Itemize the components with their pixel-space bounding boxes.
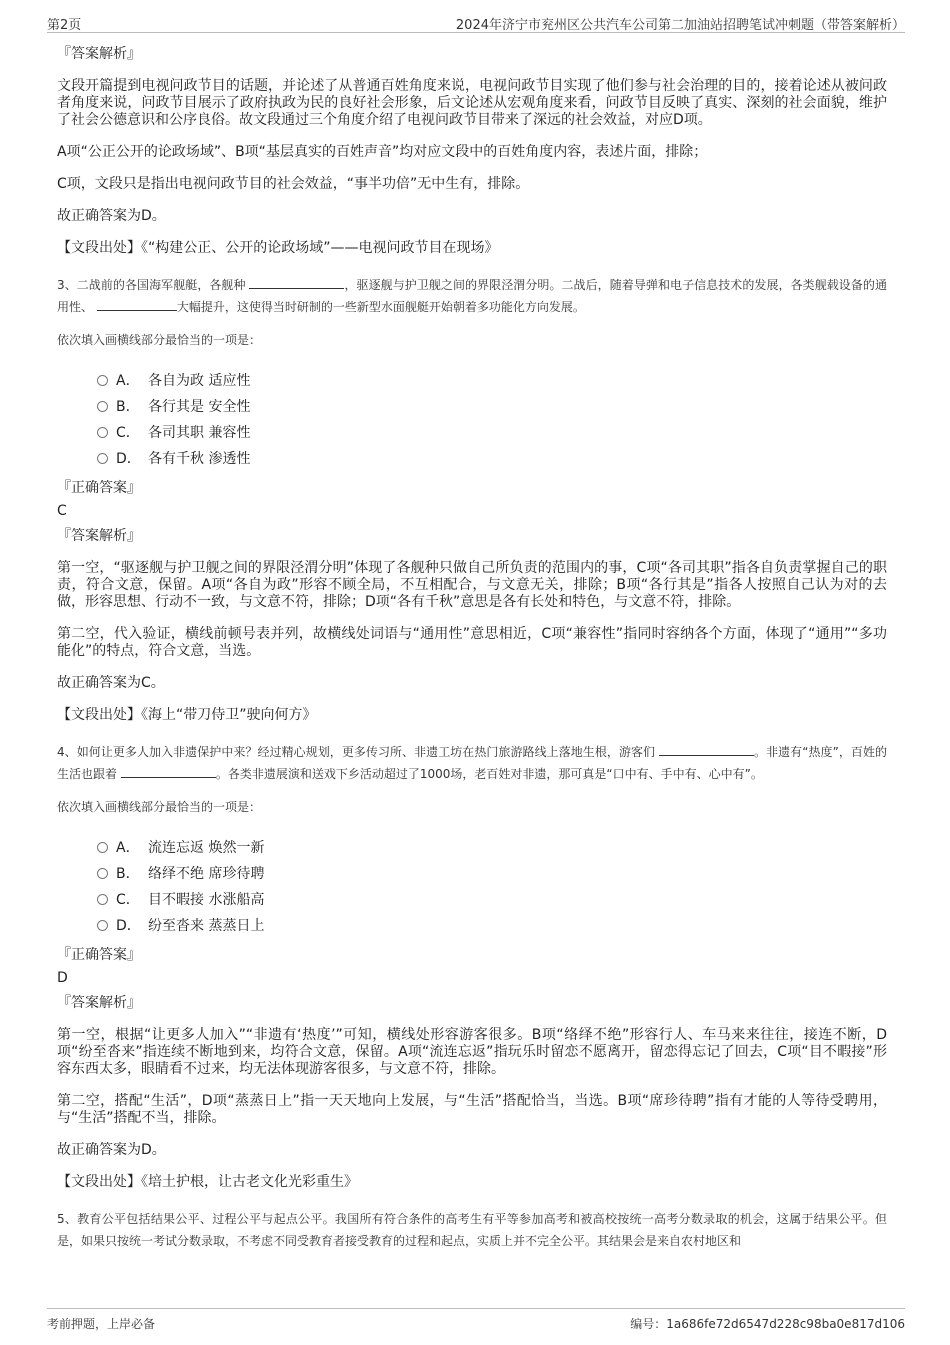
q4-blank-2	[121, 765, 216, 778]
q2-analysis-p2: A项“公正公开的论政场域”、B项“基层真实的百姓声音”均对应文段中的百姓角度内容，表述片面，排除；	[57, 144, 708, 160]
document-id: 编号：1a686fe72d6547d228c98ba0e817d106	[630, 1317, 905, 1331]
q4-correct-answer: D	[57, 970, 68, 986]
q3-option-d[interactable]: D． 各有千秋 渗透性	[97, 446, 887, 472]
q3-analysis-p3: 故正确答案为C。	[57, 675, 165, 691]
q2-analysis-label: 『答案解析』	[57, 46, 141, 62]
q4-option-d[interactable]: D． 纷至沓来 蒸蒸日上	[97, 913, 887, 939]
q3-analysis-label: 『答案解析』	[57, 528, 141, 544]
radio-icon[interactable]	[97, 920, 108, 931]
q3-blank-1	[249, 276, 344, 289]
q2-analysis-p4: 故正确答案为D。	[57, 208, 166, 224]
q4-option-a[interactable]: A． 流连忘返 焕然一新	[97, 835, 887, 861]
q3-analysis-p1: 第一空，“驱逐舰与护卫舰之间的界限泾渭分明”体现了各舰种只做自己所负责的范围内的事，C项“各司其职”指各自负责掌握自己的职责，符合文意，保留。A项“各自为政”形容不顾全局，不互相配合，与文意无关，排除；B项“各行其是”指各人按照自己认为对的去做，形容思想、行动不一致，与文意不符，排除；D项“各有千秋”意思是各有长处和特色，与文意不符，排除。	[57, 560, 887, 610]
q4-analysis-p3: 故正确答案为D。	[57, 1142, 166, 1158]
q3-prompt: 依次填入画横线部分最恰当的一项是：	[57, 333, 262, 347]
page-header	[47, 10, 905, 33]
document-title: 2024年济宁市兖州区公共汽车公司第二加油站招聘笔试冲刺题（带答案解析）	[455, 18, 905, 33]
page-number: 第2页	[47, 18, 82, 33]
q3-correct-answer: C	[57, 503, 67, 519]
document-body	[57, 44, 887, 1266]
q3-correct-label: 『正确答案』	[57, 480, 141, 496]
radio-icon[interactable]	[97, 375, 108, 386]
q4-blank-1	[659, 743, 754, 756]
page-footer	[47, 1308, 905, 1333]
q3-option-c[interactable]: C． 各司其职 兼容性	[97, 420, 887, 446]
radio-icon[interactable]	[97, 894, 108, 905]
radio-icon[interactable]	[97, 453, 108, 464]
radio-icon[interactable]	[97, 842, 108, 853]
q2-analysis-p1: 文段开篇提到电视问政节目的话题，并论述了从普通百姓角度来说，电视问政节目实现了他们参与社会治理的目的，接着论述从被问政者角度来说，问政节目展示了政府执政为民的良好社会形象，后文论述从宏观角度来看，问政节目反映了真实、深刻的社会面貌，维护了社会公德意识和公序良俗。故文段通过三个角度介绍了电视问政节目带来了深远的社会效益，对应D项。	[57, 78, 887, 128]
q5-question: 5、教育公平包括结果公平、过程公平与起点公平。我国所有符合条件的高考生有平等参加高考和被高校按统一高考分数录取的机会，这属于结果公平。但是，如果只按统一考试分数录取，不考虑不同受教育者接受教育的过程和起点，实质上并不完全公平。其结果会是来自农村地区和	[57, 1212, 887, 1248]
q4-analysis-p2: 第二空，搭配“生活”，D项“蒸蒸日上”指一天天地向上发展，与“生活”搭配恰当，当选。B项“席珍待聘”指有才能的人等待受聘用，与“生活”搭配不当，排除。	[57, 1093, 887, 1126]
q4-analysis-label: 『答案解析』	[57, 995, 141, 1011]
radio-icon[interactable]	[97, 868, 108, 879]
q3-blank-2	[97, 298, 177, 311]
q3-analysis-p2: 第二空，代入验证，横线前顿号表并列，故横线处词语与“通用性”意思相近，C项“兼容性”指同时容纳各个方面，体现了“通用”“多功能化”的特点，符合文意，当选。	[57, 626, 887, 659]
q3-option-a[interactable]: A． 各自为政 适应性	[97, 368, 887, 394]
q4-analysis-p1: 第一空，根据“让更多人加入”“非遗有‘热度’”可知，横线处形容游客很多。B项“络绎不绝”形容行人、车马来来往往，接连不断，D项“纷至沓来”指连续不断地到来，均符合文意，保留。A项“流连忘返”指玩乐时留恋不愿离开，留恋得忘记了回去，C项“目不暇接”形容东西太多，眼睛看不过来，均无法体现游客很多，与文意不符，排除。	[57, 1027, 887, 1077]
q2-source: 【文段出处】《“构建公正、公开的论政场域”——电视问政节目在现场》	[57, 240, 499, 256]
q3-question: 3、二战前的各国海军舰艇，各舰种 ，驱逐舰与护卫舰之间的界限泾渭分明。二战后，随着导弹和电子信息技术的发展，各类舰载设备的通用性、 大幅提升，这使得当时研制的一些新型水面舰艇开始朝着多功能化方向发展。	[57, 278, 887, 314]
q4-option-c[interactable]: C． 目不暇接 水涨船高	[97, 887, 887, 913]
q4-question: 4、如何让更多人加入非遗保护中来？经过精心规划，更多传习所、非遗工坊在热门旅游路线上落地生根，游客们 。非遗有“热度”，百姓的生活也跟着 。各类非遗展演和送戏下乡活动超过了1000场，老百姓对非遗，那可真是“口中有、手中有、心中有”。	[57, 745, 888, 781]
q3-option-b[interactable]: B． 各行其是 安全性	[97, 394, 887, 420]
q4-options	[97, 835, 887, 939]
radio-icon[interactable]	[97, 427, 108, 438]
q3-options	[97, 368, 887, 472]
q3-source: 【文段出处】《海上“带刀侍卫”驶向何方》	[57, 707, 317, 723]
q2-analysis-p3: C项，文段只是指出电视问政节目的社会效益，“事半功倍”无中生有，排除。	[57, 176, 530, 192]
footer-slogan: 考前押题，上岸必备	[47, 1317, 156, 1331]
q4-prompt: 依次填入画横线部分最恰当的一项是：	[57, 800, 262, 814]
radio-icon[interactable]	[97, 401, 108, 412]
q4-option-b[interactable]: B． 络绎不绝 席珍待聘	[97, 861, 887, 887]
q4-correct-label: 『正确答案』	[57, 947, 141, 963]
q4-source: 【文段出处】《培土护根，让古老文化光彩重生》	[57, 1174, 358, 1190]
